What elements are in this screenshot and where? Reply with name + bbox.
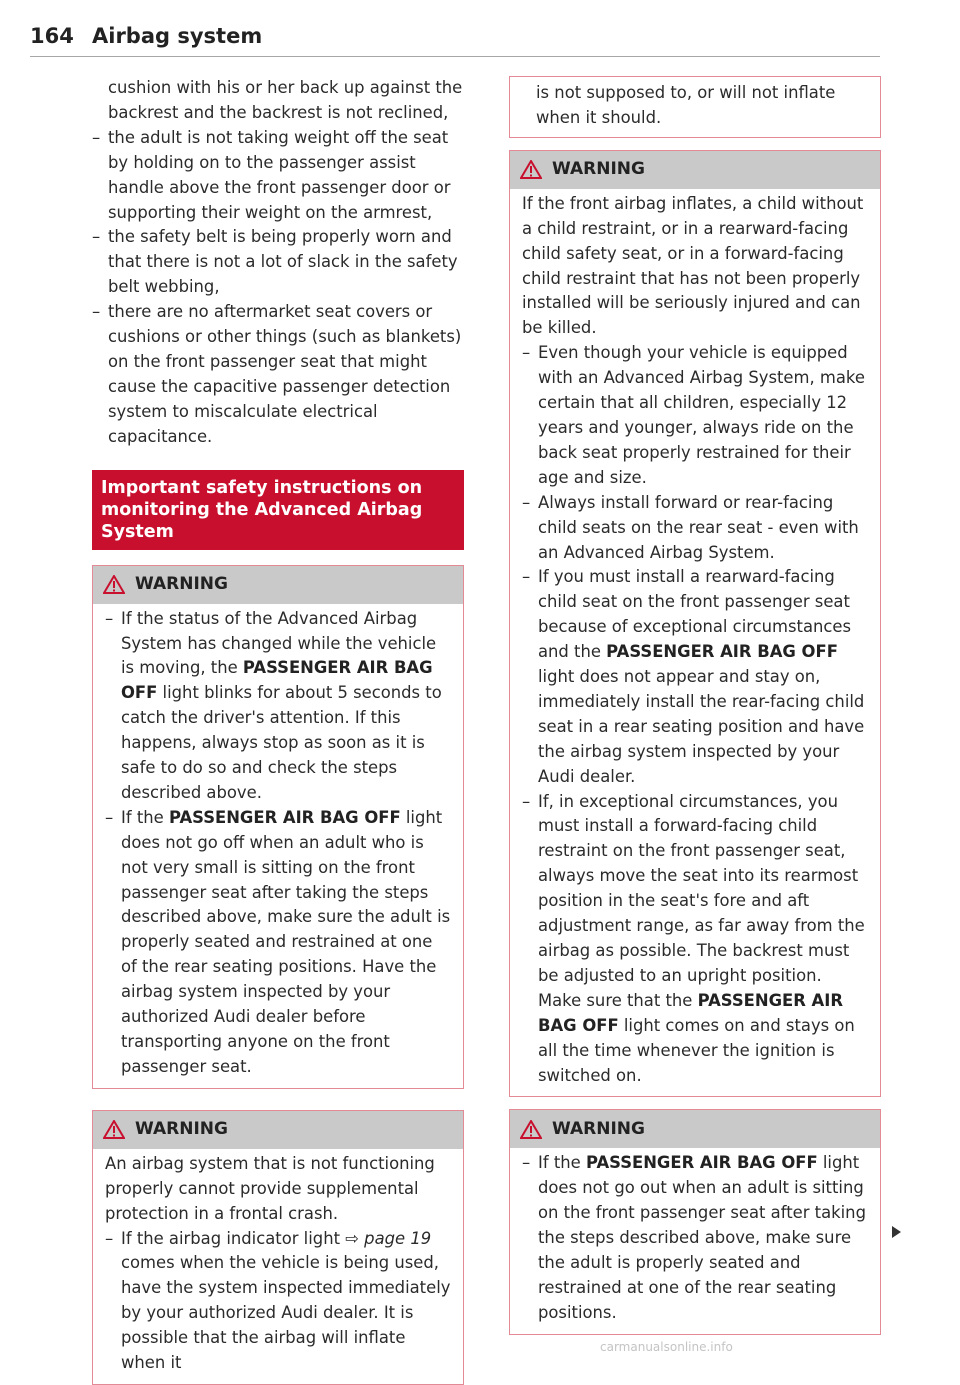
list-item: – Even though your vehicle is equipped with an Advanced Airbag System, make certain that all children, especially 12 years and younger, always ride on the back seat properly restrained for their age and size. bbox=[522, 343, 865, 487]
list-item: – there are no aftermarket seat covers or cushions or other things (such as blankets) on the front passenger seat that might cause the capacitive passenger detection system to miscalculate electrical capacitance. bbox=[92, 302, 462, 446]
page-reference-link[interactable]: ⇨ page 19 bbox=[345, 1228, 432, 1248]
list-item: – Always install forward or rear-facing child seats on the rear seat - even with an Advanced Airbag System. bbox=[522, 492, 859, 562]
list-item: – the safety belt is being properly worn and that there is not a lot of slack in the safety belt webbing, bbox=[92, 227, 458, 297]
warning-box bbox=[509, 1109, 881, 1334]
list-item: – If the PASSENGER AIR BAG OFF light does not go off when an adult who is not very small is sitting on the front passenger seat after taking the steps described above, make sure the adult is properly seated and restrained at one of the rear seating positions. Have the airbag system inspected by your authorized Audi dealer before transporting anyone on the front passenger seat. bbox=[105, 807, 451, 1076]
section-title: Airbag system bbox=[92, 24, 263, 48]
warning-intro: If the front airbag inflates, a child without a child restraint, or in a rearward-facing child safety seat, or in a forward-facing child restraint that has not been properly installed will be seriously injured and can be killed. bbox=[522, 193, 864, 338]
continued-arrow-icon bbox=[892, 1226, 901, 1238]
list-item: – If you must install a rearward-facing child seat on the front passenger seat because of exceptional circumstances and the PASSENGER AIR BAG OFF light does not appear and stay on, immediately install the rear-facing child seat in a rear seating position and have the airbag system inspected by your Audi dealer. bbox=[522, 567, 865, 786]
warning-header bbox=[93, 566, 463, 604]
page-number: 164 bbox=[30, 24, 74, 48]
warning-title: WARNING bbox=[135, 1119, 228, 1140]
warning-title: WARNING bbox=[552, 159, 645, 180]
page-header bbox=[30, 22, 880, 57]
warning-title: WARNING bbox=[135, 574, 228, 595]
warning-box bbox=[92, 565, 464, 1089]
warning-triangle-icon bbox=[103, 575, 125, 594]
warning-triangle-icon bbox=[103, 1120, 125, 1139]
warning-continuation: is not supposed to, or will not inflate when it should. bbox=[536, 83, 836, 127]
watermark: carmanualsonline.info bbox=[600, 1340, 733, 1354]
intro-continuation: cushion with his or her back up against the backrest and the backrest is not reclined, bbox=[108, 78, 463, 122]
warning-header bbox=[510, 1110, 880, 1148]
warning-intro: An airbag system that is not functioning properly cannot provide supplemental protection in a frontal crash. bbox=[105, 1153, 435, 1223]
warning-continuation-box bbox=[509, 76, 881, 138]
list-item: – If the airbag indicator light ⇨ page 19 comes when the vehicle is being used, have the system inspected immediately by your authorized Audi dealer. It is possible that the airbag will inflate when it bbox=[105, 1228, 451, 1373]
list-item: – If, in exceptional circumstances, you must install a forward-facing child restraint on the front passenger seat, always move the seat into its rearmost position in the seat's fore and aft adjustment range, as far away from the airbag as possible. The backrest must be adjusted to an upright position. Make sure that the PASSENGER AIR BAG OFF light comes on and stays on all the time whenever the ignition is switched on. bbox=[522, 791, 865, 1085]
warning-header bbox=[93, 1111, 463, 1149]
warning-triangle-icon bbox=[520, 160, 542, 179]
list-item: – If the PASSENGER AIR BAG OFF light does not go out when an adult is sitting on the front passenger seat after taking the steps described above, make sure the adult is properly seated and restrained at one of the rear seating positions. bbox=[522, 1153, 866, 1322]
warning-box bbox=[92, 1110, 464, 1385]
warning-triangle-icon bbox=[520, 1120, 542, 1139]
list-item: – If the status of the Advanced Airbag System has changed while the vehicle is moving, the PASSENGER AIR BAG OFF light blinks for about 5 seconds to catch the driver's attention. If this happens, always stop as soon as it is safe to do so and check the steps described above. bbox=[105, 608, 442, 802]
left-column bbox=[92, 76, 464, 1385]
warning-box bbox=[509, 150, 881, 1098]
list-item: – the adult is not taking weight off the seat by holding on to the passenger assist handle above the front passenger door or supporting their weight on the armrest, bbox=[92, 127, 451, 222]
warning-title: WARNING bbox=[552, 1118, 645, 1139]
right-column bbox=[509, 76, 881, 1335]
section-heading: Important safety instructions on monitoring the Advanced Airbag System bbox=[92, 470, 464, 550]
warning-header bbox=[510, 151, 880, 189]
